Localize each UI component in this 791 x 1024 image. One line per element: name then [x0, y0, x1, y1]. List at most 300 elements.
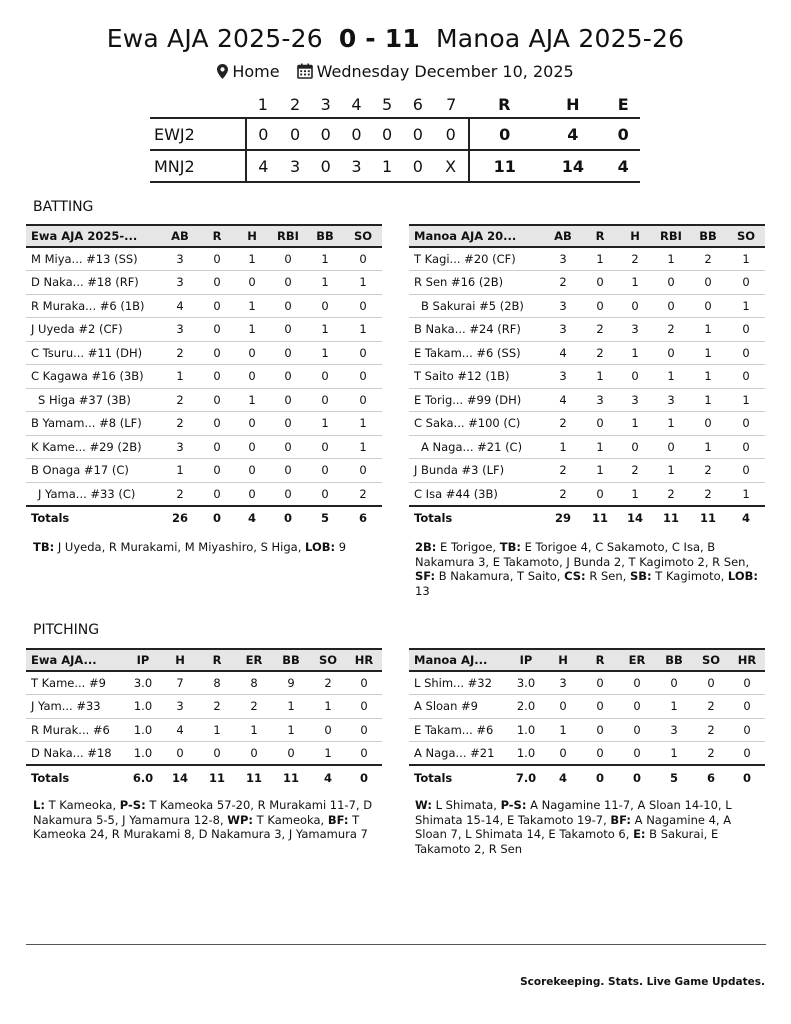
location: [217, 62, 279, 81]
player-name: J Yama... #33 (C): [26, 482, 160, 506]
stat-cell: 0: [583, 412, 617, 436]
player-name: S Higa #37 (3B): [26, 388, 160, 412]
note-text: A Nagamine 4, A Sloan 7, L Shimata 14, E Takamoto 6,: [415, 812, 732, 841]
errors-total: 0: [606, 118, 640, 150]
stat-cell: 0: [270, 294, 306, 318]
stat-cell: 8: [198, 671, 236, 695]
player-name: B Onaga #17 (C): [26, 459, 160, 483]
home-team-name: Manoa AJA 2025-26: [435, 24, 685, 53]
stat-cell: 0: [344, 365, 382, 389]
totals-row: [409, 506, 765, 530]
home-batting-notes: [415, 540, 765, 598]
totals-cell: 11: [236, 765, 272, 789]
note-label: L:: [33, 798, 45, 812]
stat-cell: 0: [655, 671, 693, 695]
player-row: [26, 435, 382, 459]
totals-cell: 29: [543, 506, 583, 530]
stat-cell: 0: [617, 435, 653, 459]
stat-cell: 0: [583, 482, 617, 506]
stat-column-header: H: [162, 649, 198, 671]
stat-cell: 0: [729, 671, 765, 695]
player-name: B Naka... #24 (RF): [409, 318, 543, 342]
totals-cell: 0: [581, 765, 619, 789]
player-name: C Saka... #100 (C): [409, 412, 543, 436]
home-pitching-notes: [415, 798, 765, 856]
stat-cell: 0: [727, 459, 765, 483]
stat-cell: 3: [617, 388, 653, 412]
stat-cell: 0: [200, 388, 234, 412]
inning-score: 3: [280, 150, 311, 182]
stat-cell: 2: [617, 247, 653, 271]
hits-total: 4: [539, 118, 606, 150]
totals-cell: 0: [729, 765, 765, 789]
totals-label: Totals: [26, 765, 124, 789]
stat-cell: 2: [693, 695, 729, 719]
stat-cell: 1.0: [124, 718, 162, 742]
player-name: A Sloan #9: [409, 695, 507, 719]
stat-cell: 0: [727, 318, 765, 342]
stat-cell: 0: [270, 365, 306, 389]
stat-cell: 2.0: [507, 695, 545, 719]
stat-cell: 1: [543, 435, 583, 459]
stat-cell: 1: [344, 435, 382, 459]
stat-cell: 0: [727, 412, 765, 436]
stat-cell: 1: [689, 365, 727, 389]
stat-cell: 0: [270, 459, 306, 483]
note-label: LOB:: [305, 540, 336, 554]
line-score-table: [150, 92, 640, 183]
totals-row: [26, 506, 382, 530]
note-text: T Kagimoto,: [651, 569, 728, 583]
stat-cell: 0: [270, 271, 306, 295]
stat-cell: 0: [234, 341, 270, 365]
stat-cell: 0: [653, 294, 689, 318]
note-label: E:: [633, 827, 646, 841]
stat-cell: 0: [200, 247, 234, 271]
totals-cell: 4: [727, 506, 765, 530]
inning-header: 7: [446, 95, 457, 114]
player-row: [26, 695, 382, 719]
stat-cell: 0: [581, 695, 619, 719]
stat-cell: 1: [583, 435, 617, 459]
player-row: [409, 365, 765, 389]
stat-column-header: SO: [310, 649, 346, 671]
stat-cell: 3: [583, 388, 617, 412]
stats-header-row: [26, 225, 382, 247]
note-label: W:: [415, 798, 432, 812]
hits-header: H: [566, 95, 580, 114]
location-pin-icon: [217, 64, 228, 79]
stat-cell: 0: [200, 318, 234, 342]
stat-cell: 0: [619, 695, 655, 719]
stat-cell: 2: [583, 341, 617, 365]
stat-cell: 2: [543, 271, 583, 295]
stat-cell: 2: [344, 482, 382, 506]
stat-cell: 1: [236, 718, 272, 742]
stat-cell: 0: [200, 294, 234, 318]
stat-column-header: BB: [655, 649, 693, 671]
totals-cell: 11: [198, 765, 236, 789]
stat-cell: 0: [270, 388, 306, 412]
stat-cell: 1.0: [507, 742, 545, 766]
stats-header-row: [26, 649, 382, 671]
stat-cell: 1: [689, 435, 727, 459]
stat-cell: 1: [653, 365, 689, 389]
stat-cell: 0: [619, 742, 655, 766]
stat-cell: 3: [543, 365, 583, 389]
totals-cell: 14: [162, 765, 198, 789]
runs-total: 11: [469, 150, 539, 182]
stat-cell: 1: [234, 318, 270, 342]
stat-column-header: AB: [543, 225, 583, 247]
note-text: A Nagamine 11-7, A Sloan 14-10, L Shimata 15-14, E Takamoto 19-7,: [415, 798, 732, 827]
player-name: A Naga... #21 (C): [409, 435, 543, 459]
player-name: L Shim... #32: [409, 671, 507, 695]
stat-cell: 3: [653, 388, 689, 412]
stat-cell: 1: [306, 318, 344, 342]
player-row: [409, 318, 765, 342]
player-row: [409, 482, 765, 506]
totals-cell: 5: [655, 765, 693, 789]
player-row: [409, 388, 765, 412]
stat-column-header: BB: [272, 649, 310, 671]
stat-cell: 1: [655, 695, 693, 719]
stat-cell: 1: [653, 412, 689, 436]
player-name: D Naka... #18 (RF): [26, 271, 160, 295]
totals-label: Totals: [409, 506, 543, 530]
player-row: [26, 459, 382, 483]
stat-cell: 4: [543, 341, 583, 365]
player-row: [26, 318, 382, 342]
stat-cell: 0: [727, 435, 765, 459]
stat-column-header: SO: [693, 649, 729, 671]
stat-cell: 0: [583, 294, 617, 318]
team-column-header: Manoa AJA 20...: [409, 225, 543, 247]
stat-cell: 0: [689, 271, 727, 295]
stat-cell: 0: [729, 695, 765, 719]
player-row: [26, 341, 382, 365]
player-row: [409, 341, 765, 365]
stat-cell: 3: [160, 318, 200, 342]
player-row: [409, 671, 765, 695]
stat-cell: 2: [543, 482, 583, 506]
note-label: LOB:: [727, 569, 758, 583]
note-label: CS:: [564, 569, 586, 583]
stat-cell: 2: [653, 482, 689, 506]
inning-score: 0: [310, 118, 341, 150]
stat-cell: 1: [617, 271, 653, 295]
stat-cell: 1: [727, 294, 765, 318]
stat-cell: 1: [655, 742, 693, 766]
stat-cell: 1: [310, 742, 346, 766]
footer-tagline: Scorekeeping. Stats. Live Game Updates.: [520, 976, 765, 988]
stat-column-header: RBI: [653, 225, 689, 247]
stat-cell: 2: [310, 671, 346, 695]
inning-score: 0: [402, 150, 433, 182]
pitching-section-title: PITCHING: [33, 622, 100, 638]
stat-cell: 3: [655, 718, 693, 742]
inning-header: 1: [257, 95, 268, 114]
inning-header: 6: [412, 95, 423, 114]
totals-cell: 6: [693, 765, 729, 789]
errors-header: E: [617, 95, 629, 114]
note-text: T Kameoka 57-20, R Murakami 11-7, D Nakamura 5-5, J Yamamura 12-8,: [33, 798, 373, 827]
stat-cell: 0: [270, 482, 306, 506]
errors-total: 4: [606, 150, 640, 182]
stat-cell: 1: [306, 412, 344, 436]
stat-cell: 2: [689, 482, 727, 506]
stat-cell: 0: [653, 271, 689, 295]
stat-cell: 2: [617, 459, 653, 483]
player-name: B Sakurai #5 (2B): [409, 294, 543, 318]
player-row: [26, 671, 382, 695]
inning-header: 2: [289, 95, 301, 114]
game-meta: [0, 62, 791, 81]
note-text: T Kameoka,: [44, 798, 120, 812]
home-batting-table: [409, 224, 765, 530]
totals-cell: 4: [310, 765, 346, 789]
stat-column-header: R: [581, 649, 619, 671]
stat-cell: 2: [689, 459, 727, 483]
stat-cell: 1: [617, 482, 653, 506]
totals-cell: 11: [583, 506, 617, 530]
inning-header: 4: [351, 95, 362, 114]
stats-header-row: [409, 225, 765, 247]
player-row: [409, 459, 765, 483]
team-column-header: Ewa AJA 2025-...: [26, 225, 160, 247]
stat-cell: 0: [200, 482, 234, 506]
stat-cell: 0: [270, 318, 306, 342]
stat-cell: 2: [543, 412, 583, 436]
stat-cell: 0: [545, 695, 581, 719]
note-text: B Sakurai, E Takamoto 2, R Sen: [415, 827, 719, 856]
inning-score: 0: [341, 118, 372, 150]
stat-cell: 7: [162, 671, 198, 695]
totals-cell: 5: [306, 506, 344, 530]
stat-cell: 0: [344, 341, 382, 365]
batting-section-title: BATTING: [33, 199, 94, 215]
stat-cell: 0: [270, 341, 306, 365]
inning-score: 0: [280, 118, 311, 150]
stat-column-header: H: [234, 225, 270, 247]
away-pitching-notes: [33, 798, 378, 842]
stat-cell: 0: [729, 718, 765, 742]
player-name: B Yamam... #8 (LF): [26, 412, 160, 436]
note-label: P-S:: [500, 798, 527, 812]
player-name: T Kame... #9: [26, 671, 124, 695]
stat-cell: 0: [653, 341, 689, 365]
away-pitching-table: [26, 648, 382, 789]
player-name: J Uyeda #2 (CF): [26, 318, 160, 342]
player-row: [26, 742, 382, 766]
stat-cell: 0: [200, 459, 234, 483]
stat-cell: 1: [234, 247, 270, 271]
player-name: R Sen #16 (2B): [409, 271, 543, 295]
stat-cell: 1: [689, 388, 727, 412]
player-name: K Kame... #29 (2B): [26, 435, 160, 459]
player-row: [409, 271, 765, 295]
totals-cell: 4: [234, 506, 270, 530]
totals-cell: 0: [619, 765, 655, 789]
player-name: C Isa #44 (3B): [409, 482, 543, 506]
player-name: C Tsuru... #11 (DH): [26, 341, 160, 365]
stat-cell: 3: [543, 247, 583, 271]
totals-cell: 7.0: [507, 765, 545, 789]
stat-cell: 1: [727, 247, 765, 271]
team-column-header: Ewa AJA...: [26, 649, 124, 671]
stat-cell: 0: [581, 671, 619, 695]
stat-column-header: ER: [236, 649, 272, 671]
stat-cell: 4: [543, 388, 583, 412]
inning-score: 0: [372, 118, 403, 150]
team-abbrev: EWJ2: [150, 118, 246, 150]
stat-cell: 0: [729, 742, 765, 766]
stat-cell: 1: [344, 271, 382, 295]
stat-cell: 4: [160, 294, 200, 318]
line-score-row-away: [150, 118, 640, 150]
player-name: C Kagawa #16 (3B): [26, 365, 160, 389]
totals-row: [409, 765, 765, 789]
stat-cell: 1: [583, 247, 617, 271]
stat-cell: 0: [344, 388, 382, 412]
note-label: 2B:: [415, 540, 437, 554]
player-row: [26, 412, 382, 436]
totals-cell: 11: [272, 765, 310, 789]
player-name: E Torig... #99 (DH): [409, 388, 543, 412]
player-row: [409, 718, 765, 742]
stat-cell: 1: [653, 459, 689, 483]
stat-column-header: IP: [507, 649, 545, 671]
inning-score: 0: [433, 118, 469, 150]
stat-cell: 1: [272, 695, 310, 719]
stat-cell: 0: [619, 671, 655, 695]
stat-cell: 0: [727, 271, 765, 295]
note-text: E Torigoe 4, C Sakamoto, C Isa, B Nakamura 3, E Takamoto, J Bunda 2, T Kagimoto 2, R Sen,: [415, 540, 750, 569]
totals-cell: 14: [617, 506, 653, 530]
totals-cell: 0: [200, 506, 234, 530]
stat-column-header: BB: [689, 225, 727, 247]
stat-cell: 0: [617, 365, 653, 389]
inning-header: 5: [382, 95, 393, 114]
stat-cell: 0: [234, 412, 270, 436]
totals-cell: 26: [160, 506, 200, 530]
stat-cell: 3: [160, 247, 200, 271]
stat-column-header: BB: [306, 225, 344, 247]
note-label: TB:: [499, 540, 521, 554]
away-team-name: Ewa AJA 2025-26: [106, 24, 323, 53]
stat-column-header: R: [198, 649, 236, 671]
inning-score: 0: [310, 150, 341, 182]
player-row: [409, 742, 765, 766]
calendar-icon: [297, 63, 313, 79]
stat-cell: 0: [200, 341, 234, 365]
stat-cell: 0: [689, 294, 727, 318]
stat-cell: 1: [272, 718, 310, 742]
stat-cell: 2: [236, 695, 272, 719]
inning-header: 3: [320, 95, 331, 114]
stat-cell: 1: [545, 718, 581, 742]
line-score-header: [150, 92, 640, 118]
player-name: A Naga... #21: [409, 742, 507, 766]
location-text: Home: [232, 62, 280, 81]
stat-cell: 0: [310, 718, 346, 742]
player-row: [409, 412, 765, 436]
note-label: SB:: [629, 569, 652, 583]
inning-score: 1: [372, 150, 403, 182]
note-label: SF:: [415, 569, 436, 583]
stat-cell: 0: [727, 365, 765, 389]
totals-cell: 4: [545, 765, 581, 789]
home-pitching-table: [409, 648, 765, 789]
stat-cell: 0: [346, 718, 382, 742]
stat-cell: 9: [272, 671, 310, 695]
stat-column-header: HR: [729, 649, 765, 671]
note-text: B Nakamura, T Saito,: [435, 569, 565, 583]
inning-score: 0: [246, 118, 280, 150]
stat-cell: 0: [200, 365, 234, 389]
stat-cell: 0: [162, 742, 198, 766]
runs-header: R: [498, 95, 511, 114]
stat-cell: 3.0: [507, 671, 545, 695]
stat-cell: 0: [344, 459, 382, 483]
stat-cell: 2: [160, 388, 200, 412]
stat-cell: 0: [270, 435, 306, 459]
player-name: R Murak... #6: [26, 718, 124, 742]
player-name: E Takam... #6 (SS): [409, 341, 543, 365]
stat-cell: 1: [653, 247, 689, 271]
note-text: L Shimata,: [431, 798, 501, 812]
note-label: BF:: [610, 812, 632, 827]
stat-cell: 1.0: [124, 742, 162, 766]
stat-column-header: AB: [160, 225, 200, 247]
stat-column-header: SO: [344, 225, 382, 247]
stat-cell: 3: [545, 671, 581, 695]
stat-cell: 4: [162, 718, 198, 742]
stat-cell: 0: [306, 388, 344, 412]
stat-cell: 0: [270, 247, 306, 271]
game-date: [297, 62, 574, 81]
totals-row: [26, 765, 382, 789]
stat-cell: 0: [272, 742, 310, 766]
stat-cell: 1: [344, 412, 382, 436]
date-text: Wednesday December 10, 2025: [316, 62, 574, 81]
player-row: [26, 718, 382, 742]
stat-cell: 0: [619, 718, 655, 742]
stat-cell: 1: [617, 412, 653, 436]
stat-cell: 1: [306, 271, 344, 295]
note-label: P-S:: [119, 798, 146, 812]
stat-cell: 3.0: [124, 671, 162, 695]
stat-column-header: HR: [346, 649, 382, 671]
stat-cell: 0: [346, 695, 382, 719]
stat-cell: 2: [693, 718, 729, 742]
stat-cell: 1: [306, 341, 344, 365]
stat-cell: 3: [543, 318, 583, 342]
stat-cell: 1.0: [124, 695, 162, 719]
inning-score: 3: [341, 150, 372, 182]
stat-cell: 3: [160, 435, 200, 459]
stat-cell: 1: [727, 482, 765, 506]
stat-cell: 0: [346, 671, 382, 695]
away-batting-table: [26, 224, 382, 530]
stat-cell: 1: [344, 318, 382, 342]
stat-cell: 3: [160, 271, 200, 295]
player-name: D Naka... #18: [26, 742, 124, 766]
stat-cell: 0: [198, 742, 236, 766]
stat-cell: 3: [162, 695, 198, 719]
player-row: [26, 482, 382, 506]
stat-cell: 0: [545, 742, 581, 766]
